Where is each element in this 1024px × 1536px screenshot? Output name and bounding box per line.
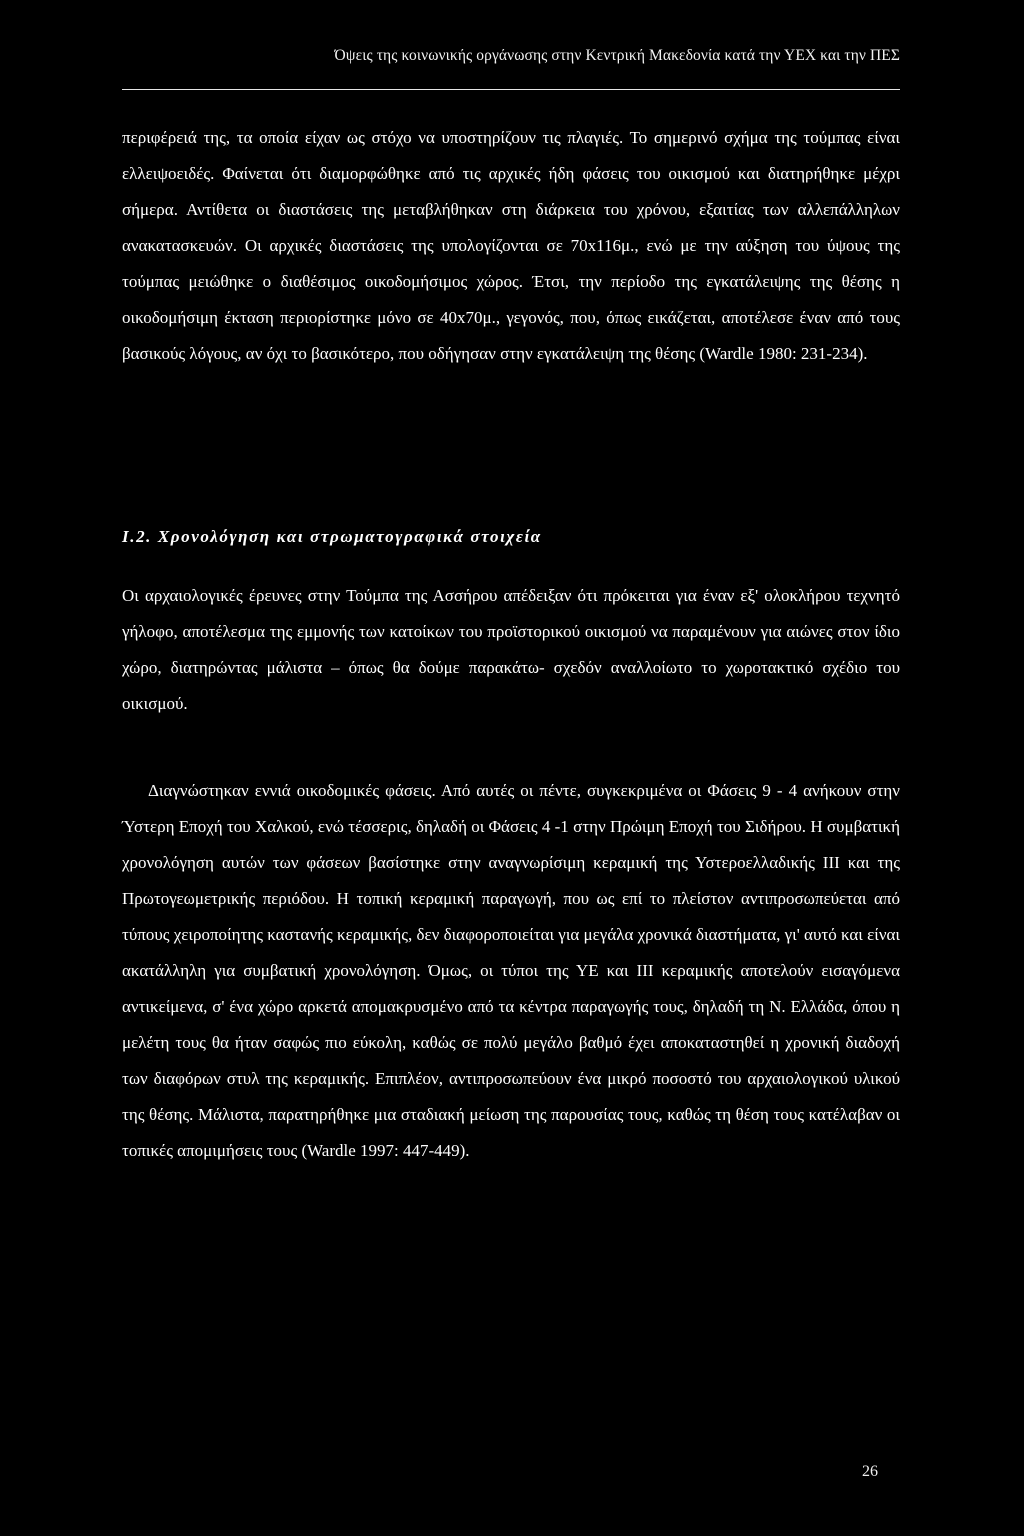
paragraph-continuation: περιφέρειά της, τα οποία είχαν ως στόχο να υποστηρίζουν τις πλαγιές. Το σημερινό σχήμα της τούμπας είναι ελλειψοειδές. Φαίνεται ότι διαμορφώθηκε από τις αρχικές ήδη φάσεις του οικισμού και διατηρήθηκε μέχρι σήμερα. Αντίθετα οι διαστάσεις της μεταβλήθηκαν στη διάρκεια του χρόνου, εξαιτίας των αλλεπάλληλων ανακατασκευών. Οι αρχικές διαστάσεις της υπολογίζονται σε 70x116μ., ενώ με την αύξηση του ύψους της τούμπας μειώθηκε ο διαθέσιμος οικοδομήσιμος χώρος. Έτσι, την περίοδο της εγκατάλειψης της θέσης η οικοδομήσιμη έκταση περιορίστηκε μόνο σε 40x70μ., γεγονός, που, όπως εικάζεται, αποτέλεσε έναν από τους βασικούς λόγους, αν όχι το βασικότερο, που οδήγησαν στην εγκατάλειψη της θέσης (Wardle 1980: 231-234). <box>122 128 900 363</box>
paragraph-phases: Διαγνώστηκαν εννιά οικοδομικές φάσεις. Από αυτές οι πέντε, συγκεκριμένα οι Φάσεις 9 - 4 ανήκουν στην Ύστερη Εποχή του Χαλκού, ενώ τέσσερις, δηλαδή οι Φάσεις 4 -1 στην Πρώιμη Εποχή του Σιδήρου. Η συμβατική χρονολόγηση αυτών των φάσεων βασίστηκε στην αναγνωρίσιμη κεραμική της Υστεροελλαδικής ΙΙΙ και της Πρωτογεωμετρικής περιόδου. Η τοπική κεραμική παραγωγή, που ως επί το πλείστον αντιπροσωπεύεται από τύπους χειροποίητης καστανής κεραμικής, δεν διαφοροποιείται για μεγάλα χρονικά διαστήματα, γι' αυτό και είναι ακατάλληλη για συμβατική χρονολόγηση. Όμως, οι τύποι της ΥΕ και ΙΙΙ κεραμικής αποτελούν εισαγόμενα αντικείμενα, σ' ένα χώρο αρκετά απομακρυσμένο από τα κέντρα παραγωγής τους, δηλαδή τη Ν. Ελλάδα, όπου η μελέτη τους θα ήταν σαφώς πιο εύκολη, καθώς σε πολύ μεγάλο βαθμό έχει αποκαταστηθεί η χρονική διαδοχή των διαφόρων στυλ της κεραμικής. Επιπλέον, αντιπροσωπεύουν ένα μικρό ποσοστό του αρχαιολογικού υλικού της θέσης. Μάλιστα, παρατηρήθηκε μια σταδιακή μείωση της παρουσίας τους, καθώς τη θέση τους κατέλαβαν οι τοπικές απομιμήσεις τους (Wardle 1997: 447-449). <box>122 781 900 1160</box>
page-number: 26 <box>862 1463 878 1480</box>
paragraph-intro: Οι αρχαιολογικές έρευνες στην Τούμπα της Ασσήρου απέδειξαν ότι πρόκειται για έναν εξ' ολοκλήρου τεχνητό γήλοφο, αποτέλεσμα της εμμονής των κατοίκων του προϊστορικού οικισμού να παραμένουν για αιώνες στον ίδιο χώρο, διατηρώντας μάλιστα – όπως θα δούμε παρακάτω- σχεδόν αναλλοίωτο το χωροτακτικό σχέδιο του οικισμού. <box>122 586 900 713</box>
section-heading: Ι.2. Χρονολόγηση και στρωματογραφικά στοιχεία <box>122 527 542 546</box>
header-rule <box>122 89 900 90</box>
running-header: Όψεις της κοινωνικής οργάνωσης στην Κεντρική Μακεδονία κατά την ΥΕΧ και την ΠΕΣ <box>334 47 900 64</box>
